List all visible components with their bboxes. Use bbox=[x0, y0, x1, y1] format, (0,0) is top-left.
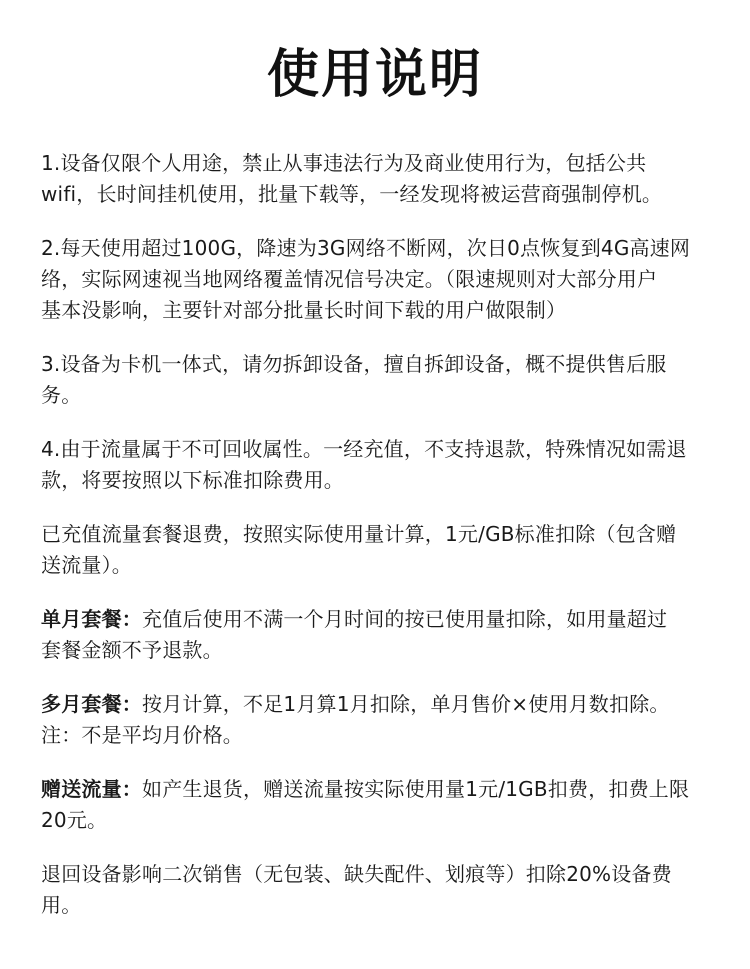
paragraph-line: 注：不是平均月价格。 bbox=[41, 723, 243, 747]
paragraph-line: 送流量）。 bbox=[41, 553, 132, 577]
paragraph-line: 已充值流量套餐退费，按照实际使用量计算，1元/GB标准扣除（包含赠 bbox=[41, 522, 677, 546]
paragraph-speed-limit bbox=[41, 233, 713, 326]
paragraph-line: 退回设备影响二次销售（无包装、缺失配件、划痕等）扣除20%设备费 bbox=[41, 862, 672, 886]
paragraph-line: 2.每天使用超过100G，降速为3G网络不断网，次日0点恢复到4G高速网 bbox=[41, 236, 691, 260]
paragraph-line: 务。 bbox=[41, 383, 82, 407]
paragraph-multi-month-plan bbox=[41, 689, 713, 751]
instructions-body bbox=[41, 148, 713, 944]
paragraph-line: 套餐金额不予退款。 bbox=[41, 638, 223, 662]
paragraph-refund-standard bbox=[41, 519, 713, 581]
paragraph-line: 1.设备仅限个人用途，禁止从事违法行为及商业使用行为，包括公共 bbox=[41, 151, 647, 175]
paragraph-line: 4.由于流量属于不可回收属性。一经充值，不支持退款，特殊情况如需退 bbox=[41, 437, 687, 461]
plan-description: 充值后使用不满一个月时间的按已使用量扣除，如用量超过 bbox=[142, 607, 668, 631]
paragraph-line: 3.设备为卡机一体式，请勿拆卸设备，擅自拆卸设备，概不提供售后服 bbox=[41, 352, 667, 376]
plan-description: 如产生退货，赠送流量按实际使用量1元/1GB扣费，扣费上限 bbox=[142, 777, 690, 801]
plan-label: 赠送流量： bbox=[41, 777, 142, 801]
page-title: 使用说明 bbox=[266, 45, 483, 105]
paragraph-refund-policy bbox=[41, 434, 713, 496]
paragraph-gift-traffic bbox=[41, 774, 713, 836]
paragraph-line bbox=[41, 689, 713, 720]
paragraph-single-month-plan bbox=[41, 604, 713, 666]
plan-description: 按月计算，不足1月算1月扣除，单月售价×使用月数扣除。 bbox=[142, 692, 670, 716]
paragraph-line: 用。 bbox=[41, 893, 82, 917]
paragraph-usage-restriction bbox=[41, 148, 713, 210]
paragraph-return-deduction bbox=[41, 859, 713, 921]
paragraph-line: wifi，长时间挂机使用，批量下载等，一经发现将被运营商强制停机。 bbox=[41, 182, 663, 206]
plan-label: 单月套餐： bbox=[41, 607, 142, 631]
paragraph-device-disassembly bbox=[41, 349, 713, 411]
paragraph-line: 款，将要按照以下标准扣除费用。 bbox=[41, 468, 344, 492]
plan-label: 多月套餐： bbox=[41, 692, 142, 716]
paragraph-line bbox=[41, 604, 713, 635]
paragraph-line: 基本没影响，主要针对部分批量长时间下载的用户做限制） bbox=[41, 298, 567, 322]
paragraph-line bbox=[41, 774, 713, 805]
paragraph-line: 20元。 bbox=[41, 808, 108, 832]
paragraph-line: 络，实际网速视当地网络覆盖情况信号决定。（限速规则对大部分用户 bbox=[41, 267, 658, 291]
